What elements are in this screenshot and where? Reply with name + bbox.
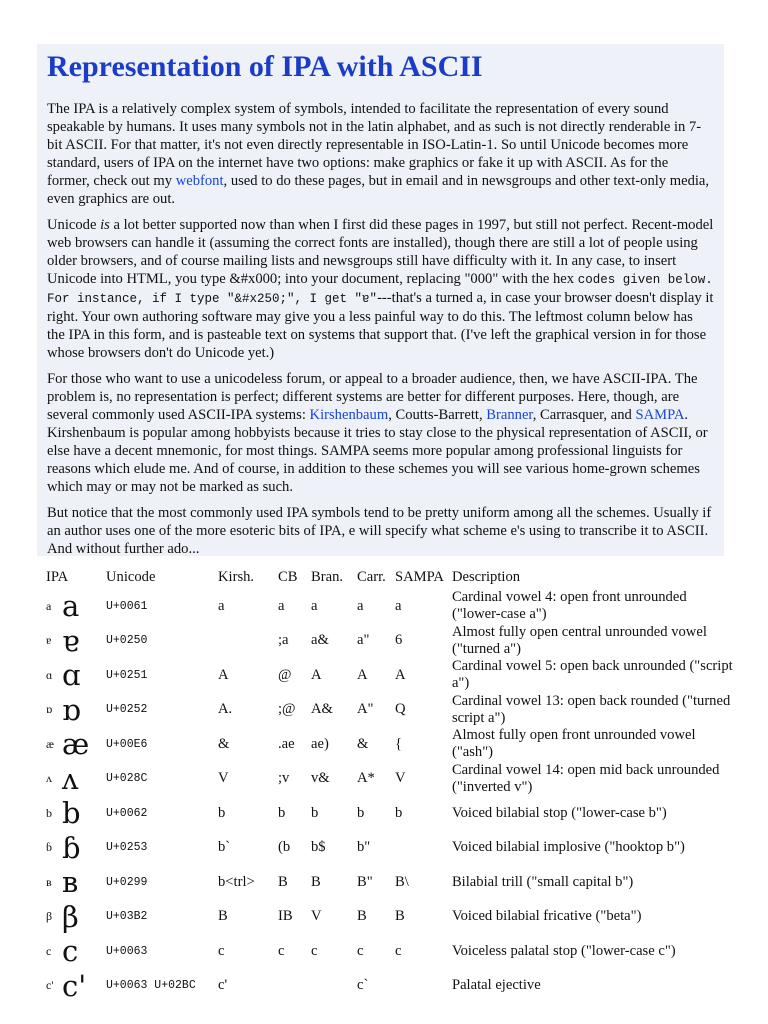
table-row <box>42 934 741 969</box>
sampa-cell: B\ <box>395 873 409 890</box>
bran-cell <box>307 969 353 1004</box>
cb-cell: .ae <box>278 735 295 752</box>
description-cell: Almost fully open central unrounded vowel ("turned a") <box>451 623 707 657</box>
carr-cell: A* <box>357 770 375 787</box>
table-header-row <box>42 565 741 589</box>
cb-cell: ;@ <box>278 701 296 718</box>
cb-cell: b <box>278 804 286 821</box>
bran-cell: A& <box>311 701 333 718</box>
description-cell: Voiced bilabial implosive ("hooktop b") <box>451 839 685 856</box>
branner-link[interactable]: Branner <box>486 407 533 423</box>
ipa-text-symbol: a <box>46 598 52 613</box>
table-row <box>42 831 741 866</box>
bran-cell: a <box>311 597 318 614</box>
kirsh-cell <box>214 624 274 659</box>
ipa-cell <box>42 658 102 693</box>
sampa-cell: b <box>395 804 403 821</box>
p2-text-a: Unicode <box>47 217 101 233</box>
unicode-cell: U+0061 <box>106 599 148 613</box>
carr-cell: B <box>357 908 367 925</box>
table-row <box>42 693 741 728</box>
carr-cell: b" <box>357 839 371 856</box>
intro-paragraph-4: But notice that the most commonly used IPA symbols tend to be pretty uniform among all the schemes. Usually if an author uses one of the more esoteric bits of IPA, e will specify what scheme e's using to transcribe it to ASCII. And without further ado... <box>47 505 712 557</box>
kirshenbaum-link[interactable]: Kirshenbaum <box>309 407 389 423</box>
header-kirsh: Kirsh. <box>218 568 255 585</box>
carr-cell: c <box>357 942 364 959</box>
p3-text-b: , Coutts-Barrett, <box>388 407 487 423</box>
sampa-cell: { <box>395 735 403 752</box>
unicode-cell: U+0253 <box>106 841 148 855</box>
description-cell: Cardinal vowel 5: open back unrounded ("script a") <box>451 658 733 692</box>
cb-cell: a <box>278 597 285 614</box>
bran-cell: b <box>311 804 319 821</box>
kirsh-cell: A <box>218 666 229 683</box>
cb-cell: c <box>278 942 285 959</box>
header-description: Description <box>451 568 521 585</box>
ipa-text-symbol: ɑ <box>46 667 53 682</box>
sampa-cell: c <box>395 942 402 959</box>
carr-cell: b <box>357 804 365 821</box>
ipa-cell <box>42 934 102 969</box>
unicode-cell: U+0252 <box>106 703 148 717</box>
table-row <box>42 796 741 831</box>
ipa-glyph: ɓ <box>62 830 81 865</box>
cb-cell: ;a <box>278 632 289 649</box>
unicode-cell: U+0251 <box>106 668 148 682</box>
ipa-glyph: ʌ <box>62 761 79 796</box>
p3-text-c: , Carrasquer, and <box>532 407 636 423</box>
kirsh-cell: & <box>218 735 230 752</box>
cb-cell: (b <box>278 839 291 856</box>
description-cell: Palatal ejective <box>451 977 541 994</box>
sampa-cell <box>391 831 448 866</box>
ipa-text-symbol: ʌ <box>46 771 52 786</box>
description-cell: Cardinal vowel 14: open mid back unrounded ("inverted v") <box>451 761 720 795</box>
sampa-cell: B <box>395 908 405 925</box>
ipa-cell <box>42 693 102 728</box>
intro-paragraph-1 <box>47 100 714 208</box>
sampa-cell <box>391 969 448 1004</box>
ipa-text-symbol: ʙ <box>46 874 52 889</box>
cb-cell: @ <box>278 666 292 683</box>
bran-cell: B <box>311 873 321 890</box>
bran-cell: v& <box>311 770 330 787</box>
ipa-cell <box>42 831 102 866</box>
ipa-glyph: β <box>62 899 79 934</box>
p1-text-after: , used to do these pages, but in email and in newsgroups and other text-only media, even graphics are out. <box>47 173 710 207</box>
unicode-cell: U+028C <box>106 772 148 786</box>
unicode-cell: U+0062 <box>106 806 148 820</box>
ipa-cell <box>42 589 102 624</box>
ipa-glyph: ʙ <box>62 865 79 900</box>
table-row <box>42 865 741 900</box>
table-row <box>42 589 741 624</box>
intro-paragraph-2 <box>47 216 714 362</box>
kirsh-cell: c' <box>218 977 228 994</box>
table-row <box>42 900 741 935</box>
cb-cell: B <box>278 873 288 890</box>
ipa-glyph: c' <box>62 968 87 1003</box>
table-row <box>42 658 741 693</box>
ipa-glyph: ɑ <box>62 658 81 693</box>
ipa-glyph: ɐ <box>62 623 80 658</box>
header-ipa: IPA <box>46 568 69 585</box>
kirsh-cell: A. <box>218 701 233 718</box>
kirsh-cell: b` <box>218 839 231 856</box>
sampa-cell: Q <box>395 701 406 718</box>
ipa-text-symbol: c <box>46 943 52 958</box>
header-cb: CB <box>278 568 298 585</box>
unicode-cell: U+0063 <box>106 944 148 958</box>
kirsh-cell: B <box>218 908 228 925</box>
ipa-glyph: c <box>62 934 79 969</box>
p1-text-before: The IPA is a relatively complex system of symbols, intended to facilitate the representation of every sound speakable by humans. It uses many symbols not in the latin alphabet, and as such is not directly renderable in 7-bit ASCII. For that matter, it's not even directly representable in ISO-Latin-1. So until Unicode becomes more standard, users of IPA on the internet have two options: make graphics or fake it up with ASCII. As for the former, check out my <box>47 101 702 189</box>
kirsh-cell: a <box>218 597 225 614</box>
bran-cell: a& <box>311 632 329 649</box>
description-cell: Voiceless palatal stop ("lower-case c") <box>451 942 676 959</box>
ipa-text-symbol: c' <box>46 978 54 993</box>
kirsh-cell: V <box>218 770 229 787</box>
intro-section <box>37 44 724 556</box>
ipa-text-symbol: ɒ <box>46 702 53 717</box>
carr-cell: c` <box>357 977 369 994</box>
carr-cell: & <box>357 735 369 752</box>
p2-text-b: a lot better supported now than when I first did these pages in 1997, but still not perfect. Recent-model web browsers can handle it (assuming the correct fonts are installed), though there are still a lot of people using older browsers, and of course mailing lists and newsgroups still have difficulty with it. In any case, to insert Unicode into HTML, you type &#x000; into your document, replacing "000" with the hex <box>47 217 714 287</box>
unicode-cell: U+0063 U+02BC <box>106 979 196 993</box>
ipa-text-symbol: æ <box>46 736 55 751</box>
ipa-cell <box>42 865 102 900</box>
header-carr: Carr. <box>357 568 386 585</box>
bran-cell: b$ <box>311 839 326 856</box>
table-row <box>42 969 741 1004</box>
p2-text-c: ---that's a turned a, in case your browser doesn't display it right. Your own authoring software may give you a less painful way to do this. The leftmost column below has the IPA in this form, and is pasteable text on systems that support that. (I've left the graphical version in for those whose browsers don't do Unicode yet.) <box>47 290 714 361</box>
ipa-glyph: ɒ <box>62 692 81 727</box>
table-row <box>42 762 741 797</box>
sampa-link[interactable]: SAMPA <box>635 407 685 423</box>
p2-emphasis: is <box>100 217 110 233</box>
kirsh-cell: c <box>218 942 225 959</box>
sampa-cell: V <box>395 770 406 787</box>
description-cell: Almost fully open front unrounded vowel ("ash") <box>451 727 696 761</box>
carr-cell: A" <box>357 701 374 718</box>
cb-cell: ;v <box>278 770 290 787</box>
ipa-text-symbol: b <box>46 805 52 820</box>
carr-cell: B" <box>357 873 373 890</box>
bran-cell: A <box>311 666 322 683</box>
ipa-text-symbol: ɓ <box>46 840 52 855</box>
carr-cell: a" <box>357 632 370 649</box>
page-title: Representation of IPA with ASCII <box>47 50 483 83</box>
carr-cell: a <box>357 597 364 614</box>
description-cell: Cardinal vowel 13: open back rounded ("turned script a") <box>451 692 731 726</box>
carr-cell: A <box>357 666 368 683</box>
table-row <box>42 727 741 762</box>
ipa-glyph: æ <box>62 727 90 762</box>
ipa-cell <box>42 762 102 797</box>
p3-text-d: . Kirshenbaum is popular among hobbyists because it tries to stay close to the physical representation of ASCII, or else have a decent mnemonic, for most things. SAMPA seems more popular among professional linguists for reasons which elude me. And of course, in addition to these schemes you will see various home-grown schemes which may or may not be marked as such. <box>47 407 708 495</box>
ipa-cell <box>42 727 102 762</box>
sampa-cell: A <box>395 666 406 683</box>
bran-cell: ae) <box>311 735 329 752</box>
ipa-text-symbol: ɐ <box>46 633 52 648</box>
header-unicode: Unicode <box>106 568 156 585</box>
ipa-table <box>42 565 741 1003</box>
kirsh-cell: b <box>218 804 226 821</box>
ipa-cell <box>42 796 102 831</box>
sampa-cell: a <box>395 597 402 614</box>
description-cell: Cardinal vowel 4: open front unrounded ("lower-case a") <box>451 589 687 623</box>
description-cell: Voiced bilabial fricative ("beta") <box>451 908 642 925</box>
header-bran: Bran. <box>311 568 344 585</box>
unicode-cell: U+0250 <box>106 634 148 648</box>
ipa-cell <box>42 969 102 1004</box>
table-row <box>42 624 741 659</box>
webfont-link[interactable]: webfont <box>175 173 224 189</box>
ipa-cell <box>42 624 102 659</box>
ipa-text-symbol: β <box>46 909 53 924</box>
header-sampa: SAMPA <box>395 568 444 585</box>
p3-text-a: For those who want to use a unicodeless forum, or appeal to a broader audience, then, we have ASCII-IPA. The problem is, no representation is perfect; different systems are better for different purposes. Here, though, are several commonly used ASCII-IPA systems: <box>47 371 698 423</box>
bran-cell: c <box>311 942 318 959</box>
intro-paragraph-3 <box>47 370 714 496</box>
kirsh-cell: b<trl> <box>218 873 255 890</box>
description-cell: Bilabial trill ("small capital b") <box>451 873 634 890</box>
cb-cell: IB <box>278 908 293 925</box>
unicode-cell: U+0299 <box>106 875 148 889</box>
unicode-cell: U+00E6 <box>106 737 148 751</box>
ipa-glyph: b <box>62 796 81 831</box>
description-cell: Voiced bilabial stop ("lower-case b") <box>451 804 667 821</box>
cb-cell <box>274 969 307 1004</box>
unicode-cell: U+03B2 <box>106 910 148 924</box>
sampa-cell: 6 <box>395 632 403 649</box>
ipa-glyph: a <box>62 589 80 624</box>
p2-code-text: codes given below. For instance, if I type "&#x250;", I get "ɐ" <box>47 273 713 306</box>
ipa-cell <box>42 900 102 935</box>
bran-cell: V <box>311 908 322 925</box>
